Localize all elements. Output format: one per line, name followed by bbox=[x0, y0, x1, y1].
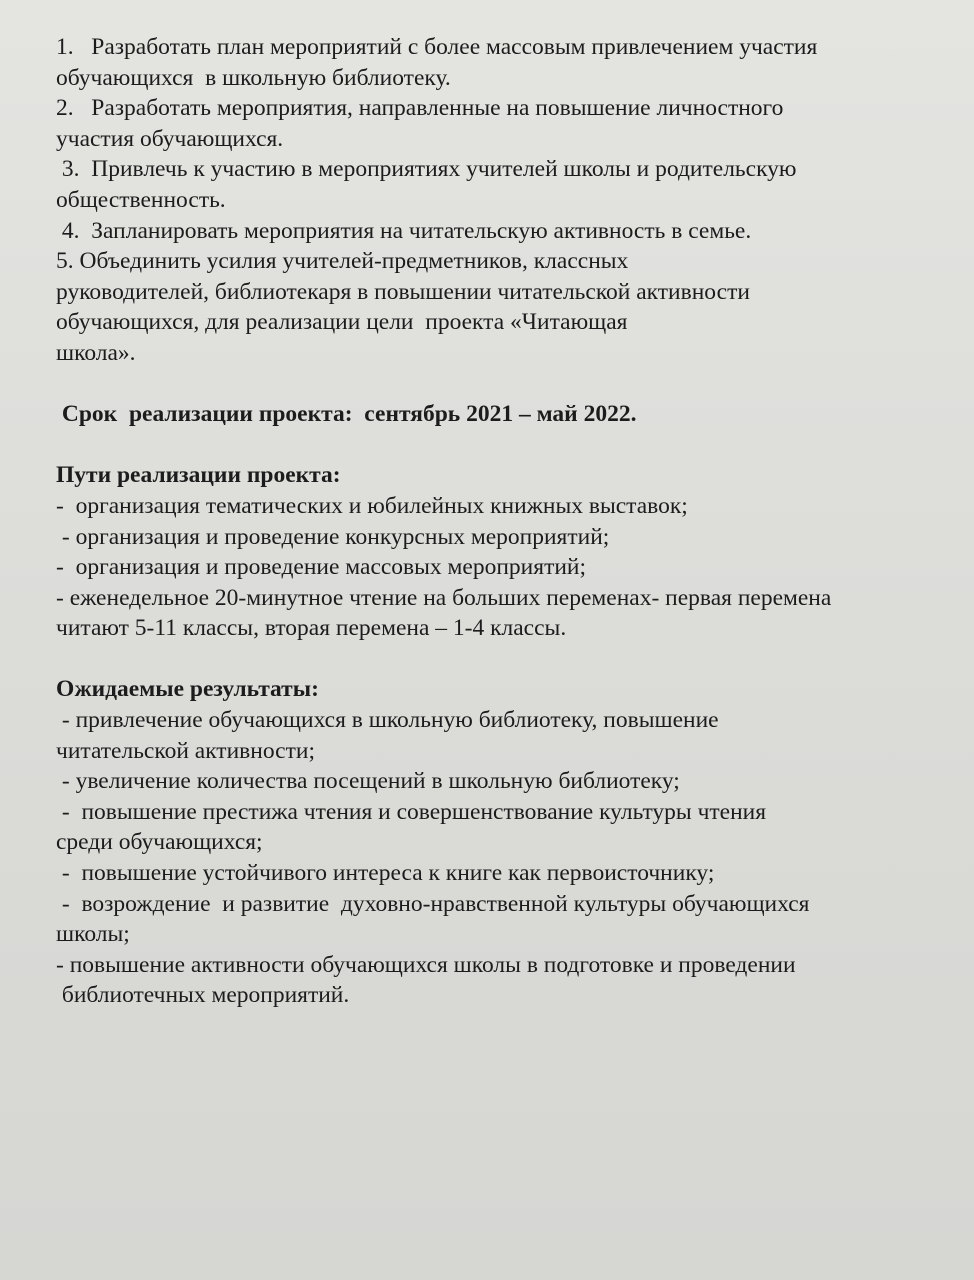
spacer bbox=[56, 430, 946, 461]
ways-heading: Пути реализации проекта: bbox=[56, 462, 341, 489]
results-item: школы; bbox=[56, 921, 130, 948]
goal-line: обучающихся, для реализации цели проекта «Читающая bbox=[56, 309, 628, 336]
results-section bbox=[56, 674, 946, 1011]
goal-line: руководителей, библиотекаря в повышении читательской активности bbox=[56, 278, 750, 305]
goal-line: обучающихся в школьную библиотеку. bbox=[56, 64, 451, 91]
results-item: - привлечение обучающихся в школьную библиотеку, повышение bbox=[56, 707, 719, 734]
goal-line: 3. Привлечь к участию в мероприятиях учителей школы и родительскую bbox=[56, 156, 797, 183]
ways-item: читают 5-11 классы, вторая перемена – 1-4 классы. bbox=[56, 615, 567, 642]
ways-item: - еженедельное 20-минутное чтение на больших переменах- первая перемена bbox=[56, 584, 832, 611]
results-item: - повышение престижа чтения и совершенствование культуры чтения bbox=[56, 798, 767, 825]
goals-list bbox=[56, 32, 946, 369]
results-item: среди обучающихся; bbox=[56, 829, 263, 856]
spacer bbox=[56, 369, 946, 400]
spacer bbox=[56, 644, 946, 675]
ways-item: - организация тематических и юбилейных книжных выставок; bbox=[56, 492, 688, 519]
results-item: - повышение активности обучающихся школы в подготовке и проведении bbox=[56, 951, 796, 978]
document-text bbox=[56, 32, 946, 1011]
goal-line: общественность. bbox=[56, 186, 226, 213]
results-item: читательской активности; bbox=[56, 737, 315, 764]
results-item: - повышение устойчивого интереса к книге как первоисточнику; bbox=[56, 860, 715, 887]
results-item: - увеличение количества посещений в школьную библиотеку; bbox=[56, 768, 680, 795]
results-heading: Ожидаемые результаты: bbox=[56, 676, 319, 703]
ways-section bbox=[56, 460, 946, 644]
ways-item: - организация и проведение массовых мероприятий; bbox=[56, 554, 587, 581]
goal-line: 1. Разработать план мероприятий с более массовым привлечением участия bbox=[56, 34, 818, 60]
goal-line: участия обучающихся. bbox=[56, 125, 284, 152]
results-item: - возрождение и развитие духовно-нравственной культуры обучающихся bbox=[56, 890, 810, 917]
results-item: библиотечных мероприятий. bbox=[56, 982, 350, 1009]
project-deadline: Срок реализации проекта: сентябрь 2021 – май 2022. bbox=[56, 401, 637, 428]
goal-line: 2. Разработать мероприятия, направленные на повышение личностного bbox=[56, 95, 784, 122]
goal-line: 5. Объединить усилия учителей-предметников, классных bbox=[56, 248, 629, 275]
goal-line: 4. Запланировать мероприятия на читательскую активность в семье. bbox=[56, 217, 752, 244]
goal-line: школа». bbox=[56, 339, 136, 366]
ways-item: - организация и проведение конкурсных мероприятий; bbox=[56, 523, 610, 550]
